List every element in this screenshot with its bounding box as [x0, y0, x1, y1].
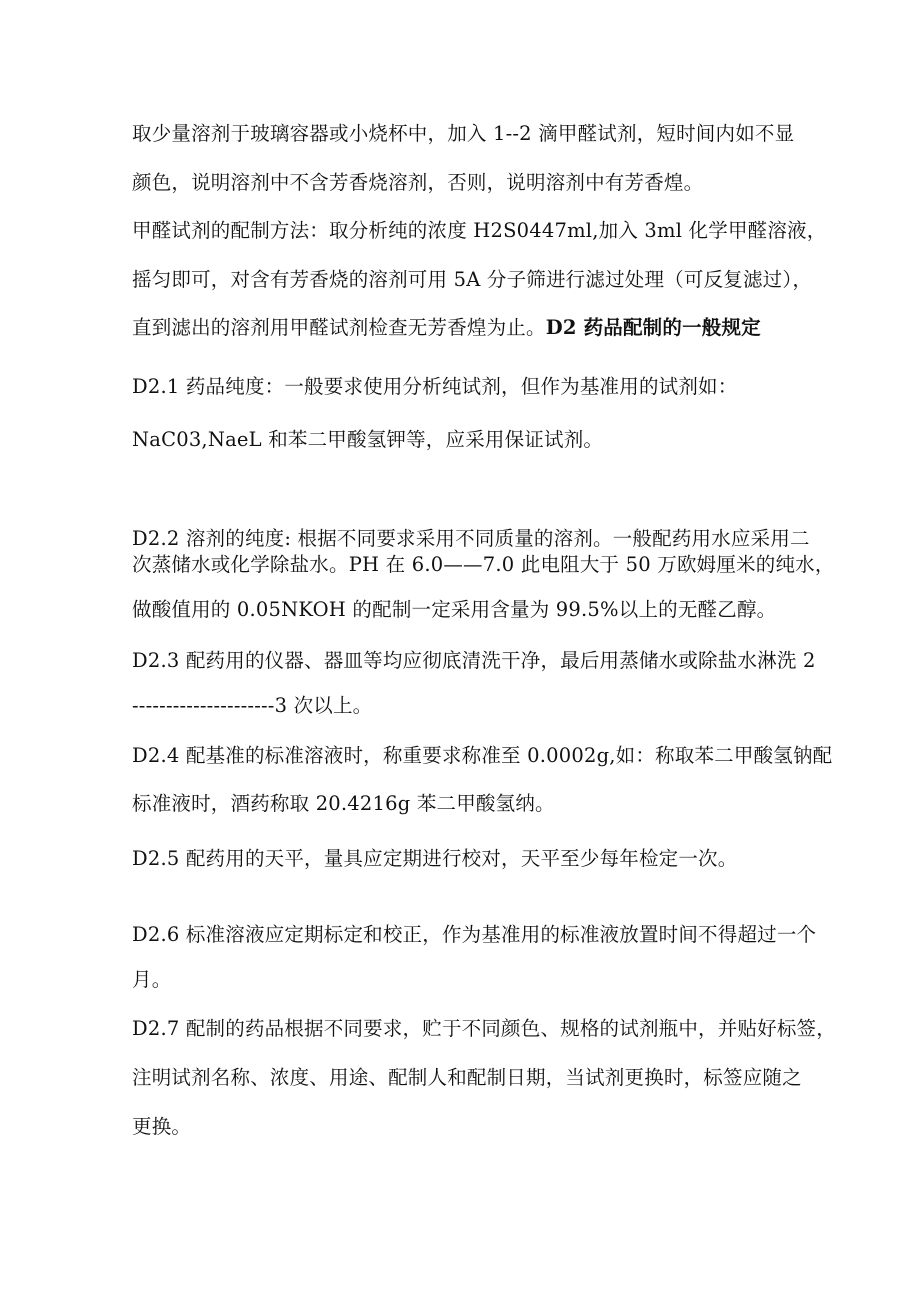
section-d2-3-line-1: D2.3 配药用的仪器、器皿等均应彻底清洗干净，最后用蒸储水或除盐水淋洗 2 [132, 649, 816, 672]
section-heading-d2: D2 药品配制的一般规定 [545, 316, 761, 339]
section-d2-4-line-2: 标准液时，酒药称取 20.4216g 苯二甲酸氢纳。 [132, 792, 555, 815]
paragraph-line-1: 取少量溶剂于玻璃容器或小烧杯中，加入 1--2 滴甲醛试剂，短时间内如不显 [132, 122, 795, 145]
section-d2-5-line-1: D2.5 配药用的天平，量具应定期进行校对，天平至少每年检定一次。 [132, 847, 738, 870]
section-d2-3-line-2: ---------------------3 次以上。 [132, 694, 373, 717]
section-d2-1-line-2: NaC03,NaeL 和苯二甲酸氢钾等，应采用保证试剂。 [132, 428, 604, 451]
paragraph-line-5-text: 直到滤出的溶剂用甲醛试剂检查无芳香煌为止。 [132, 316, 546, 339]
section-d2-1-line-1: D2.1 药品纯度：一般要求使用分析纯试剂，但作为基准用的试剂如： [132, 375, 738, 398]
section-d2-2-line-1: D2.2 溶剂的纯度: 根据不同要求采用不同质量的溶剂。一般配药用水应采用二 [132, 527, 810, 550]
paragraph-line-4: 摇匀即可，对含有芳香烧的溶剂可用 5A 分子筛进行滤过处理（可反复滤过）， [132, 268, 813, 291]
paragraph-line-5 [132, 314, 761, 342]
paragraph-line-2: 颜色，说明溶剂中不含芳香烧溶剂，否则，说明溶剂中有芳香煌。 [132, 171, 704, 194]
section-d2-7-line-1: D2.7 配制的药品根据不同要求，贮于不同颜色、规格的试剂瓶中，并贴好标签， [132, 1017, 836, 1040]
paragraph-line-3: 甲醛试剂的配制方法：取分析纯的浓度 H2S0447ml,加入 3ml 化学甲醛溶液， [132, 219, 827, 242]
section-d2-4-line-1: D2.4 配基准的标准溶液时，称重要求称准至 0.0002g,如：称取苯二甲酸氢钠配 [132, 744, 833, 767]
section-d2-7-line-3: 更换。 [132, 1115, 192, 1138]
section-d2-7-line-2: 注明试剂名称、浓度、用途、配制人和配制日期，当试剂更换时，标签应随之 [132, 1066, 802, 1089]
section-d2-2-line-3: 做酸值用的 0.05NKOH 的配制一定采用含量为 99.5%以上的无醛乙醇。 [132, 598, 777, 621]
section-d2-2-line-2: 次蒸储水或化学除盐水。PH 在 6.0——7.0 此电阻大于 50 万欧姆厘米的纯水， [132, 553, 835, 576]
section-d2-6-line-1: D2.6 标准溶液应定期标定和校正，作为基准用的标准液放置时间不得超过一个 [132, 923, 817, 946]
section-d2-6-line-2: 月。 [132, 968, 172, 991]
